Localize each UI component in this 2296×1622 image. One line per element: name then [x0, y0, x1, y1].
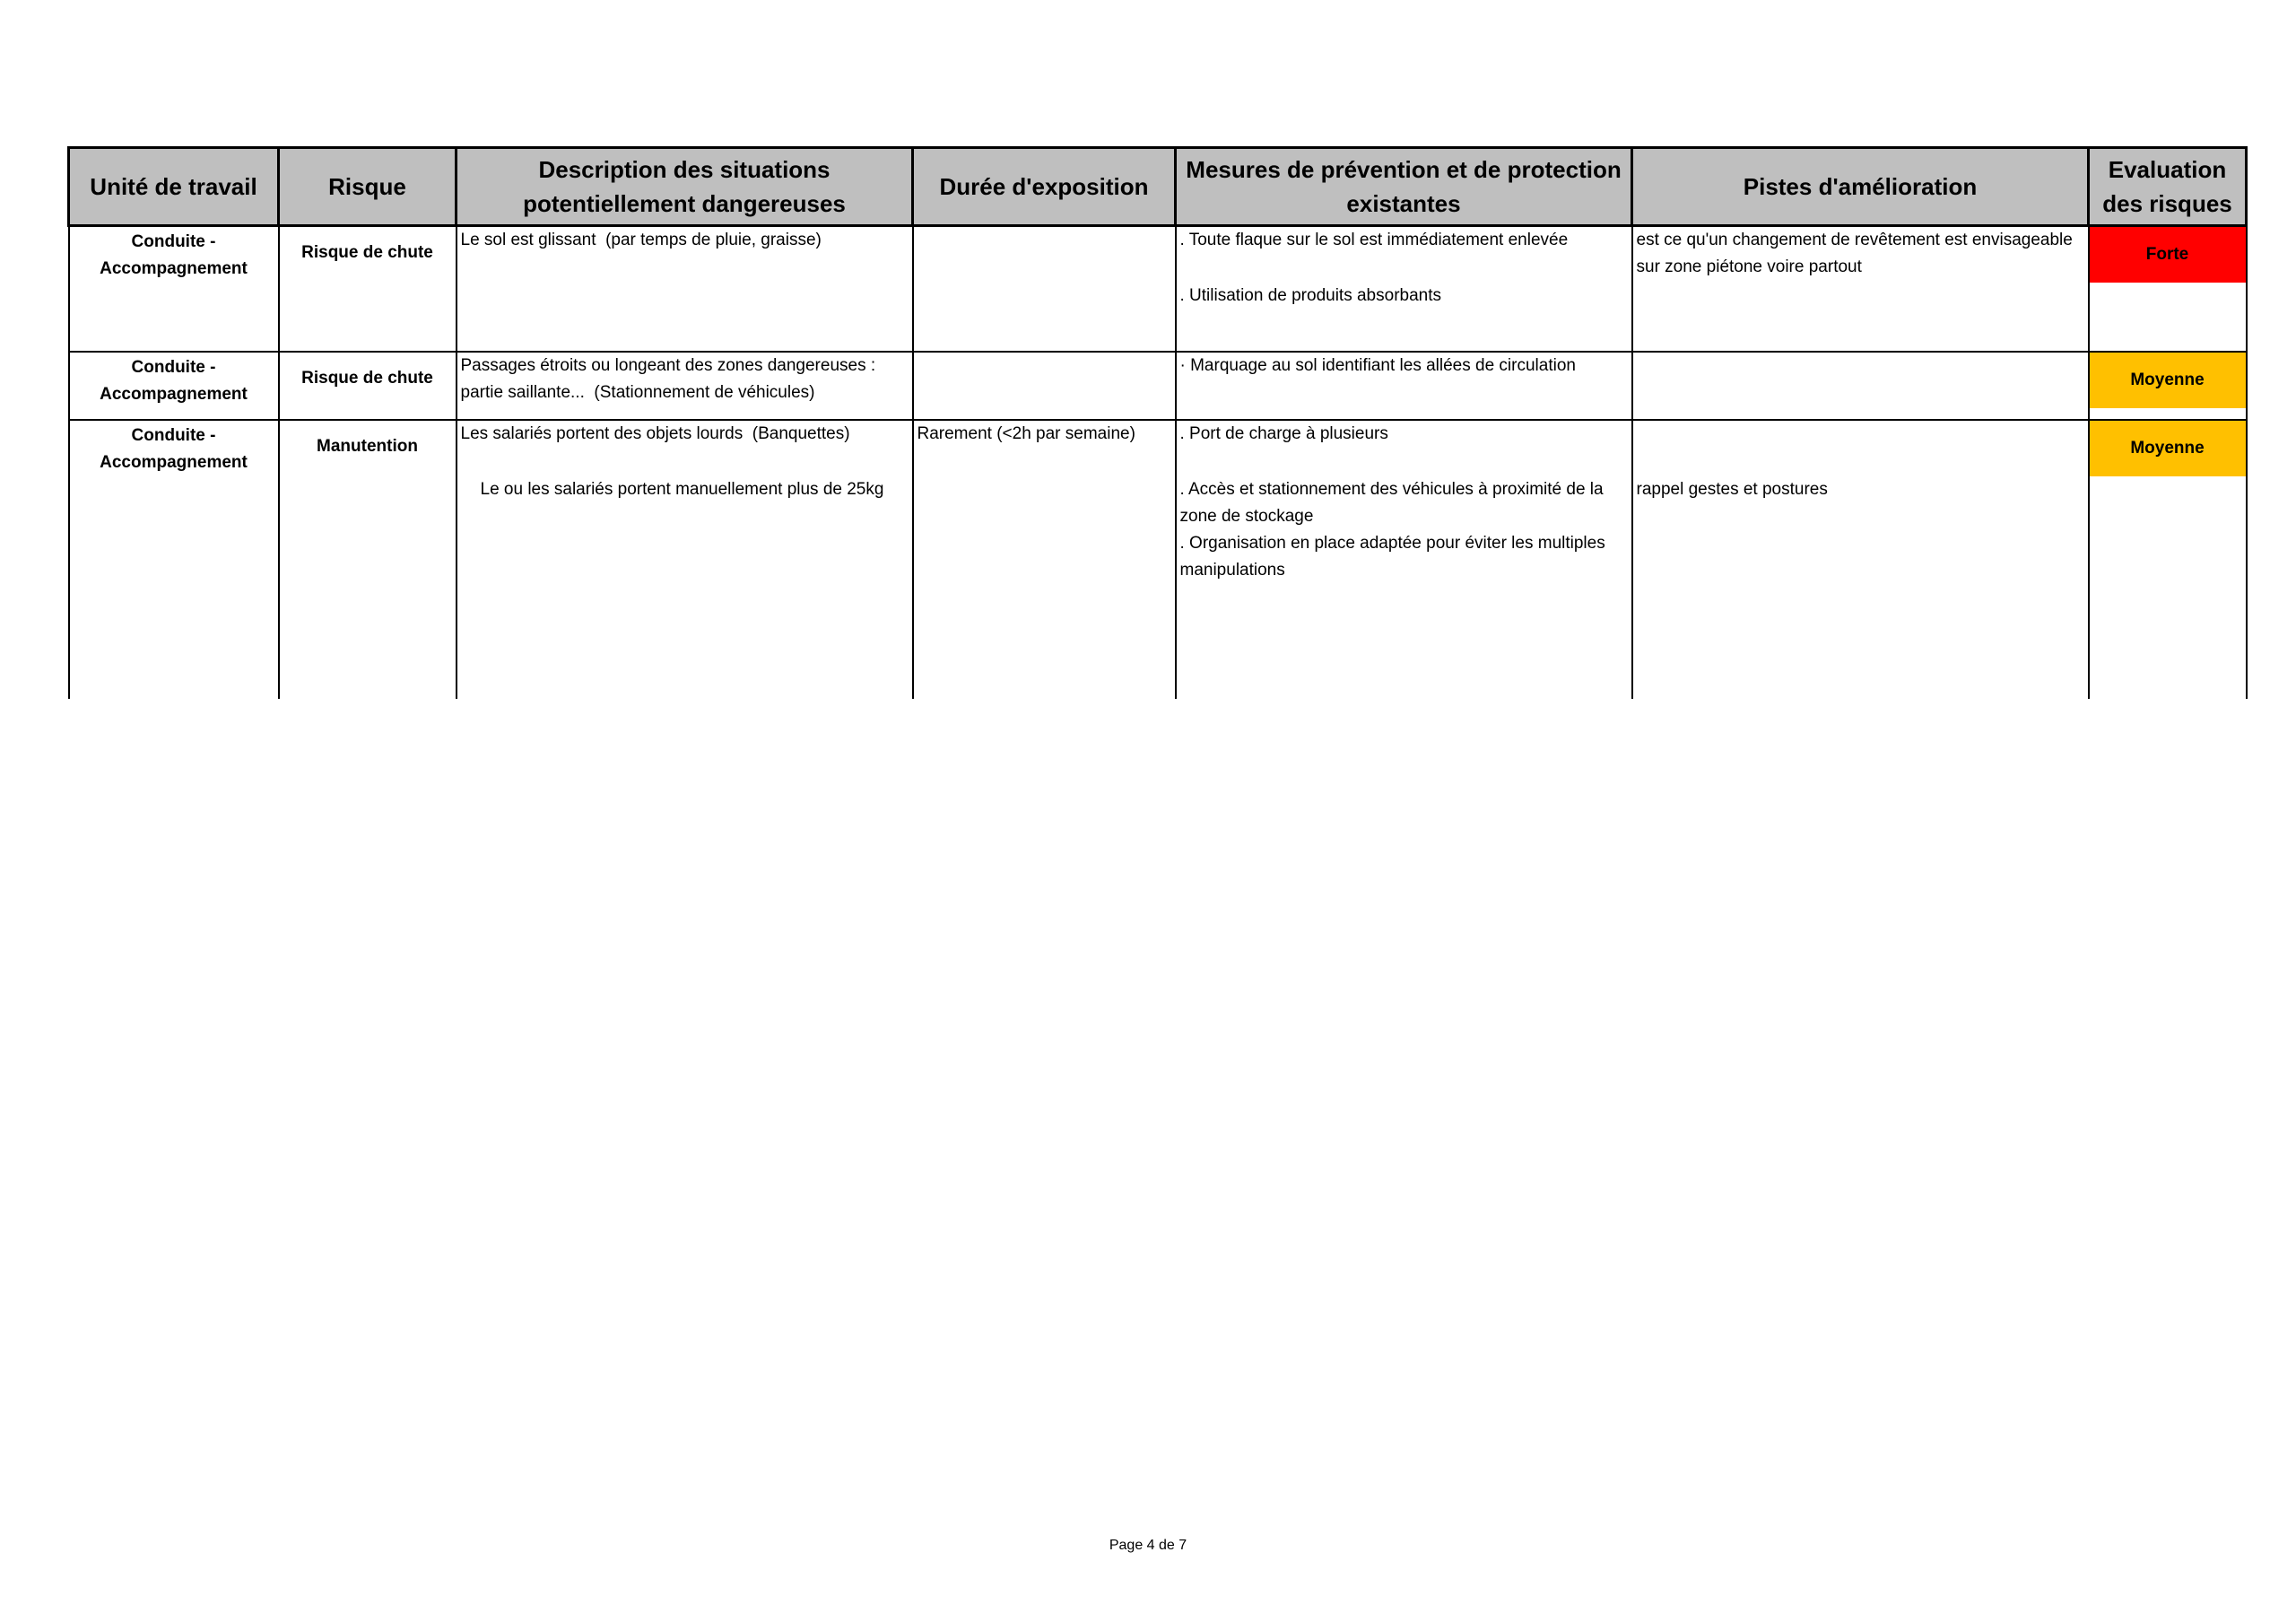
- cell-improvement: [1632, 352, 2089, 420]
- cell-risk: Risque de chute: [279, 352, 457, 420]
- cell-unit: Conduite - Accompagnement: [69, 420, 279, 699]
- measure-line: · Marquage au sol identifiant les allées de circulation: [1179, 356, 1576, 375]
- cell-evaluation: [2089, 226, 2247, 353]
- cell-description: [457, 420, 913, 699]
- description-line: Le sol est glissant (par temps de pluie, graisse): [460, 231, 822, 249]
- cell-risk: Risque de chute: [279, 226, 457, 353]
- cell-improvement: [1632, 420, 2089, 699]
- table-row: [69, 420, 2247, 699]
- header-description: Description des situations potentiellement dangereuses: [457, 148, 913, 226]
- header-unit: Unité de travail: [69, 148, 279, 226]
- page-number: Page 4 de 7: [1109, 1538, 1187, 1553]
- cell-measures: [1176, 420, 1632, 699]
- cell-description: [457, 352, 913, 420]
- table-header-row: [69, 148, 2247, 226]
- cell-unit: Conduite - Accompagnement: [69, 352, 279, 420]
- cell-measures: [1176, 352, 1632, 420]
- cell-duration: [913, 226, 1176, 353]
- evaluation-badge: Moyenne: [2090, 353, 2246, 408]
- cell-unit: Conduite - Accompagnement: [69, 226, 279, 353]
- description-line: Les salariés portent des objets lourds (Banquettes): [460, 424, 850, 443]
- description-line: Le ou les salariés portent manuellement plus de 25kg: [480, 480, 884, 499]
- cell-risk: Manutention: [279, 420, 457, 699]
- measure-line: . Utilisation de produits absorbants: [1179, 286, 1441, 305]
- table-row: [69, 226, 2247, 353]
- header-evaluation: Evaluation des risques: [2089, 148, 2247, 226]
- evaluation-badge: Forte: [2090, 227, 2246, 283]
- improvement-line: rappel gestes et postures: [1636, 480, 1828, 499]
- description-line: Passages étroits ou longeant des zones dangereuses : partie saillante... (Stationnement de véhicules): [460, 356, 881, 402]
- measure-line: . Port de charge à plusieurs: [1179, 424, 1388, 443]
- cell-measures: [1176, 226, 1632, 353]
- risk-assessment-table-wrapper: [67, 146, 2245, 699]
- header-improvements: Pistes d'amélioration: [1632, 148, 2089, 226]
- cell-improvement: est ce qu'un changement de revêtement est envisageable sur zone piétone voire partout: [1632, 226, 2089, 353]
- cell-description: [457, 226, 913, 353]
- table-row: [69, 352, 2247, 420]
- measure-line: . Toute flaque sur le sol est immédiatement enlevée: [1179, 231, 1569, 249]
- cell-evaluation: [2089, 420, 2247, 699]
- cell-duration: [913, 352, 1176, 420]
- measure-line: . Organisation en place adaptée pour éviter les multiples manipulations: [1179, 534, 1611, 580]
- header-duration: Durée d'exposition: [913, 148, 1176, 226]
- header-measures: Mesures de prévention et de protection existantes: [1176, 148, 1632, 226]
- cell-evaluation: [2089, 352, 2247, 420]
- evaluation-badge: Moyenne: [2090, 421, 2246, 476]
- risk-assessment-table: [67, 146, 2248, 699]
- measure-line: . Accès et stationnement des véhicules à proximité de la zone de stockage: [1179, 480, 1608, 526]
- header-risk: Risque: [279, 148, 457, 226]
- cell-duration: Rarement (<2h par semaine): [913, 420, 1176, 699]
